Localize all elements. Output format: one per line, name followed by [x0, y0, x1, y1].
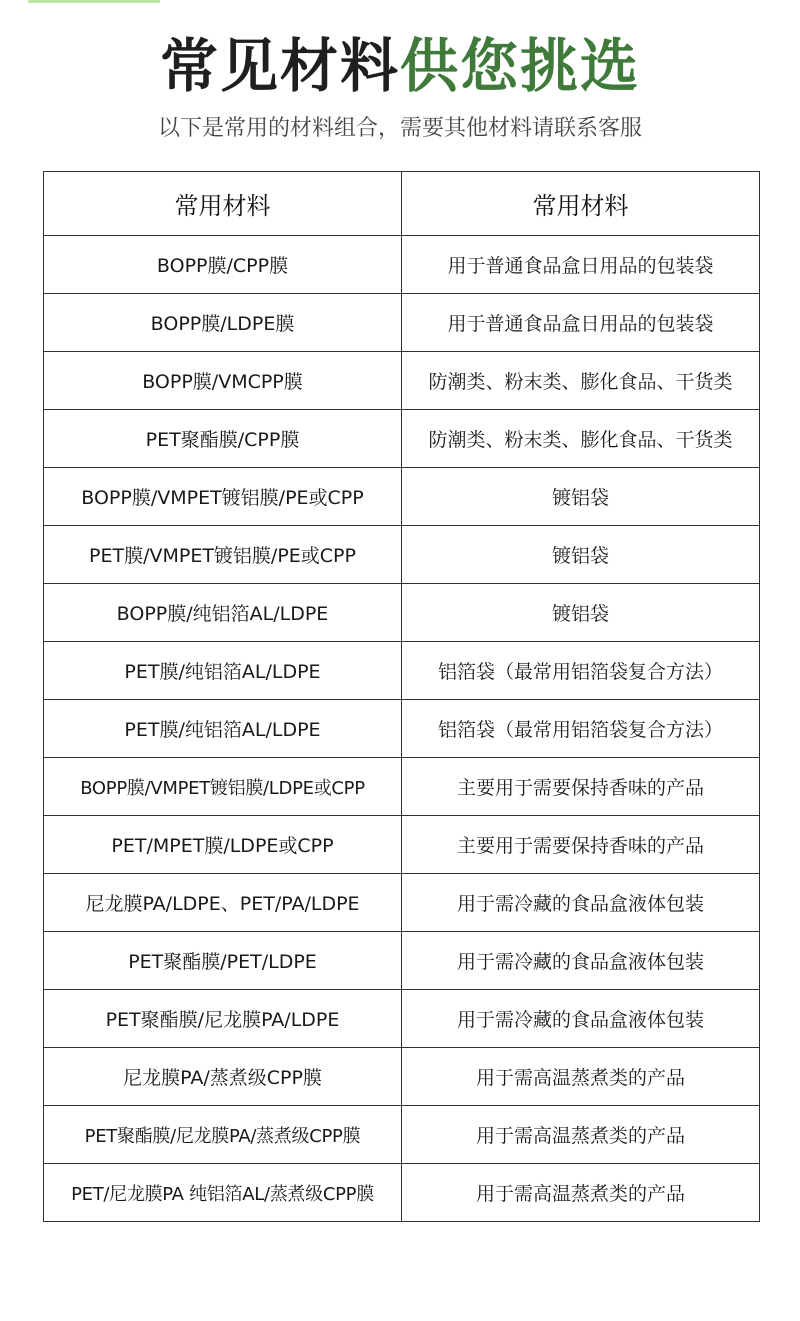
table-row — [44, 874, 760, 932]
material-cell: BOPP膜/CPP膜 — [44, 236, 402, 294]
material-cell: BOPP膜/纯铝箔AL/LDPE — [44, 584, 402, 642]
material-cell: 尼龙膜PA/LDPE、PET/PA/LDPE — [44, 874, 402, 932]
material-cell: PET聚酯膜/尼龙膜PA/蒸煮级CPP膜 — [44, 1106, 402, 1164]
material-cell: PET膜/纯铝箔AL/LDPE — [44, 642, 402, 700]
page-title — [0, 30, 800, 102]
material-cell: BOPP膜/VMPET镀铝膜/PE或CPP — [44, 468, 402, 526]
usage-cell: 铝箔袋（最常用铝箔袋复合方法） — [402, 700, 760, 758]
material-cell: PET聚酯膜/尼龙膜PA/LDPE — [44, 990, 402, 1048]
usage-cell: 镀铝袋 — [402, 526, 760, 584]
table-row — [44, 410, 760, 468]
material-cell: PET聚酯膜/PET/LDPE — [44, 932, 402, 990]
usage-cell: 主要用于需要保持香味的产品 — [402, 758, 760, 816]
column-header-material: 常用材料 — [44, 172, 402, 236]
table-row — [44, 990, 760, 1048]
usage-cell: 用于需冷藏的食品盒液体包装 — [402, 990, 760, 1048]
usage-cell: 用于普通食品盒日用品的包装袋 — [402, 294, 760, 352]
usage-cell: 镀铝袋 — [402, 468, 760, 526]
usage-cell: 用于需高温蒸煮类的产品 — [402, 1106, 760, 1164]
table-row — [44, 352, 760, 410]
title-green-part: 供您挑选 — [400, 32, 641, 100]
table-header-row — [44, 172, 760, 236]
title-dark-part: 常见材料 — [159, 32, 400, 100]
material-cell: PET/尼龙膜PA 纯铝箔AL/蒸煮级CPP膜 — [44, 1164, 402, 1222]
table-row — [44, 526, 760, 584]
usage-cell: 镀铝袋 — [402, 584, 760, 642]
table-row — [44, 816, 760, 874]
table-row — [44, 236, 760, 294]
usage-cell: 防潮类、粉末类、膨化食品、干货类 — [402, 352, 760, 410]
page-subtitle: 以下是常用的材料组合，需要其他材料请联系客服 — [157, 116, 642, 141]
material-cell: 尼龙膜PA/蒸煮级CPP膜 — [44, 1048, 402, 1106]
usage-cell: 用于需冷藏的食品盒液体包装 — [402, 932, 760, 990]
column-header-usage: 常用材料 — [402, 172, 760, 236]
material-cell: BOPP膜/VMCPP膜 — [44, 352, 402, 410]
material-cell: PET聚酯膜/CPP膜 — [44, 410, 402, 468]
material-cell: PET膜/纯铝箔AL/LDPE — [44, 700, 402, 758]
table-row — [44, 700, 760, 758]
top-accent-bar — [28, 0, 160, 3]
table-row — [44, 294, 760, 352]
table-row — [44, 1164, 760, 1222]
materials-table — [43, 171, 760, 1222]
table-row — [44, 1106, 760, 1164]
table-row — [44, 642, 760, 700]
table-row — [44, 758, 760, 816]
table-row — [44, 932, 760, 990]
usage-cell: 防潮类、粉末类、膨化食品、干货类 — [402, 410, 760, 468]
usage-cell: 用于需冷藏的食品盒液体包装 — [402, 874, 760, 932]
table-row — [44, 468, 760, 526]
table-row — [44, 1048, 760, 1106]
material-cell: PET膜/VMPET镀铝膜/PE或CPP — [44, 526, 402, 584]
usage-cell: 主要用于需要保持香味的产品 — [402, 816, 760, 874]
material-cell: BOPP膜/LDPE膜 — [44, 294, 402, 352]
table-row — [44, 584, 760, 642]
usage-cell: 铝箔袋（最常用铝箔袋复合方法） — [402, 642, 760, 700]
usage-cell: 用于需高温蒸煮类的产品 — [402, 1164, 760, 1222]
material-cell: BOPP膜/VMPET镀铝膜/LDPE或CPP — [44, 758, 402, 816]
usage-cell: 用于需高温蒸煮类的产品 — [402, 1048, 760, 1106]
usage-cell: 用于普通食品盒日用品的包装袋 — [402, 236, 760, 294]
material-cell: PET/MPET膜/LDPE或CPP — [44, 816, 402, 874]
